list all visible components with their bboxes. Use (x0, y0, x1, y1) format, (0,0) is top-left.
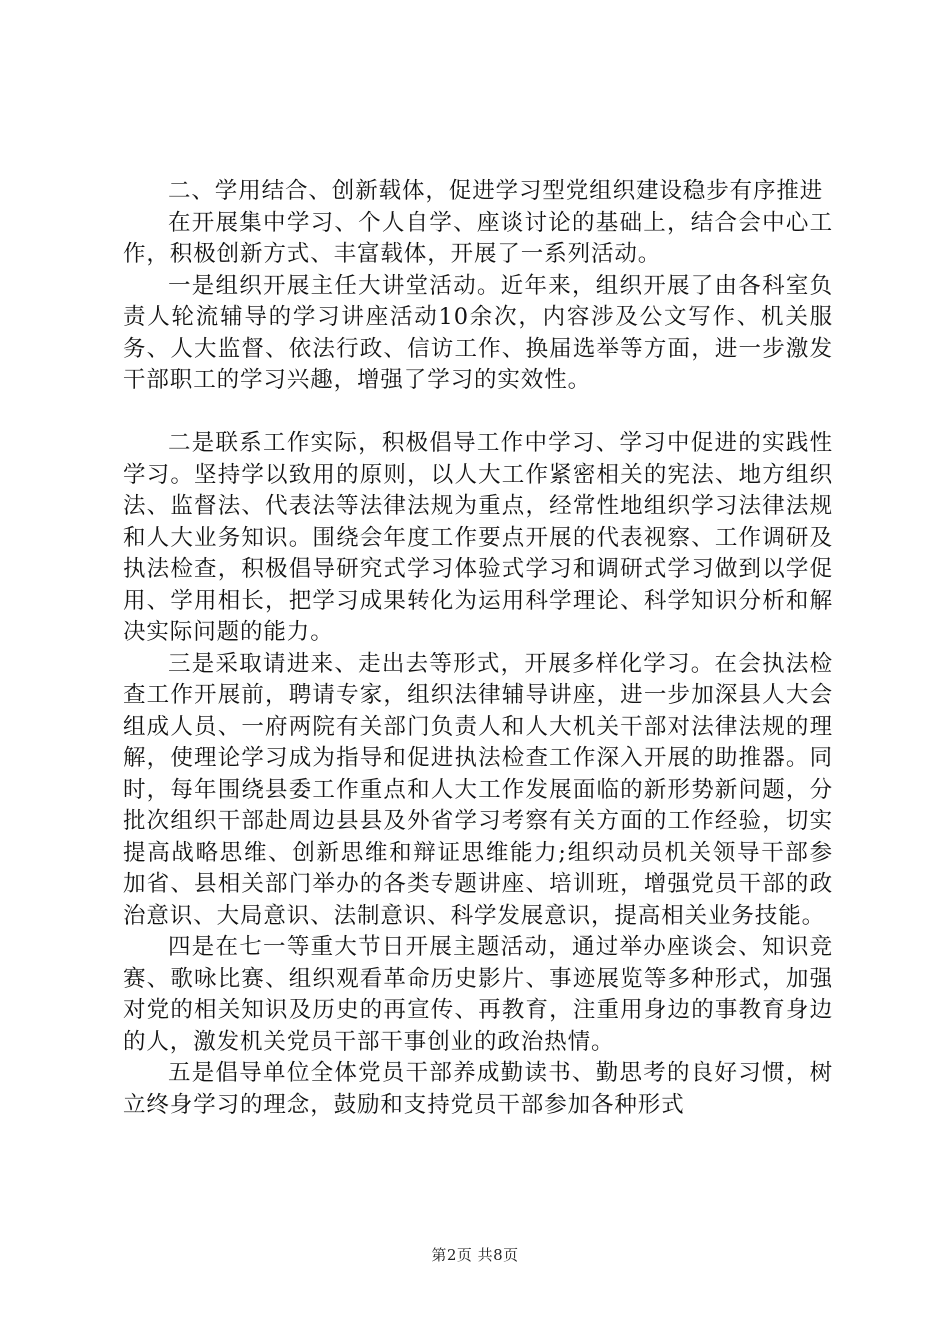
paragraph-intro: 在开展集中学习、个人自学、座谈讨论的基础上，结合会中心工作，积极创新方式、丰富载体，开展了一系列活动。 (123, 209, 833, 267)
paragraph-item-three: 三是采取请进来、走出去等形式，开展多样化学习。在会执法检查工作开展前，聘请专家，组织法律辅导讲座，进一步加深县人大会组成人员、一府两院有关部门负责人和人大机关干部对法律法规的理解，使理论学习成为指导和促进执法检查工作深入开展的助推器。同时，每年围绕县委工作重点和人大工作发展面临的新形势新问题，分批次组织干部赴周边县县及外省学习考察有关方面的工作经验，切实提高战略思维、创新思维和辩证思维能力;组织动员机关领导干部参加省、县相关部门举办的各类专题讲座、培训班，增强党员干部的政治意识、大局意识、法制意识、科学发展意识，提高相关业务技能。 (123, 650, 833, 929)
document-body (123, 176, 833, 1121)
paragraph-item-one: 一是组织开展主任大讲堂活动。近年来，组织开展了由各科室负责人轮流辅导的学习讲座活动10余次，内容涉及公文写作、机关服务、人大监督、依法行政、信访工作、换届选举等方面，进一步激发干部职工的学习兴趣，增强了学习的实效性。 (123, 272, 833, 393)
paragraph-item-five: 五是倡导单位全体党员干部养成勤读书、勤思考的良好习惯，树立终身学习的理念，鼓励和支持党员干部参加各种形式 (123, 1060, 833, 1118)
page-number-footer: 第2页 共8页 (431, 1246, 519, 1264)
section-heading: 二、学用结合、创新载体，促进学习型党组织建设稳步有序推进 (168, 178, 824, 204)
paragraph-item-four: 四是在七一等重大节日开展主题活动，通过举办座谈会、知识竞赛、歌咏比赛、组织观看革命历史影片、事迹展览等多种形式，加强对党的相关知识及历史的再宣传、再教育，注重用身边的事教育身边的人，激发机关党员干部干事创业的政治热情。 (123, 934, 833, 1055)
paragraph-item-two: 二是联系工作实际，积极倡导工作中学习、学习中促进的实践性学习。坚持学以致用的原则，以人大工作紧密相关的宪法、地方组织法、监督法、代表法等法律法规为重点，经常性地组织学习法律法规和人大业务知识。围绕会年度工作要点开展的代表视察、工作调研及执法检查，积极倡导研究式学习体验式学习和调研式学习做到以学促用、学用相长，把学习成果转化为运用科学理论、科学知识分析和解决实际问题的能力。 (123, 430, 833, 645)
